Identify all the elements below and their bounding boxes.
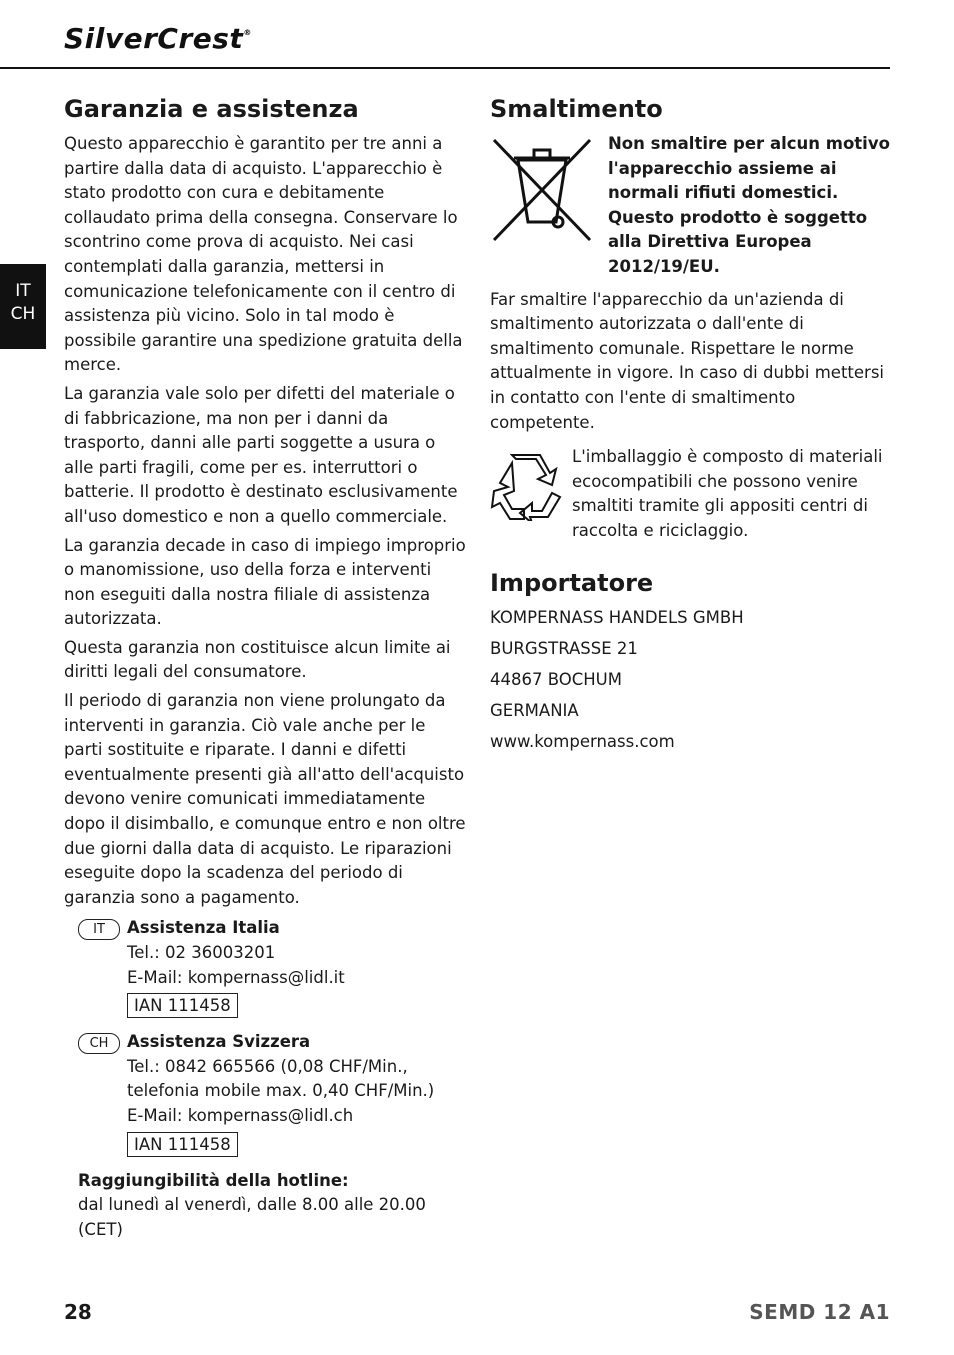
address-line: 44867 BOCHUM (490, 669, 622, 689)
weee-directive: Questo prodotto è soggetto alla Direttiva Europea 2012/19/EU. (608, 207, 868, 276)
disposal-paragraph: Far smaltire l'apparecchio da un'azienda di smaltimento autorizzata o dall'ente di smaltimento comunale. Rispettare le norme attualmente in vigore. In caso di dubbi mettersi in contatto con l'ente di smaltimento competente. (490, 289, 884, 432)
service-tel: Tel.: 0842 665566 (0,08 CHF/Min., (127, 1056, 408, 1076)
importer-address (490, 606, 892, 755)
importer-title: Importatore (490, 568, 654, 597)
warranty-paragraph: Il periodo di garanzia non viene prolungato da interventi in garanzia. Ciò vale anche per le parti sostituite e riparate. I danni e difetti eventualmente presenti già all'atto dell'acquisto devono venire comunicati immediatamente dopo il disimballo, e comunque entro e non oltre due giorni dalla data di acquisto. Le riparazioni eseguite dopo la scadenza del periodo di garanzia sono a pagamento. (64, 691, 466, 907)
header-rule (0, 67, 890, 69)
hotline-hours: dal lunedì al venerdì, dalle 8.00 alle 20.00 (CET) (78, 1195, 426, 1239)
recycle-icon (490, 451, 562, 521)
crossed-bin-icon (490, 136, 594, 244)
weee-warning: Non smaltire per alcun motivo l'apparecchio assieme ai normali rifiuti domestici. (608, 134, 890, 203)
warranty-title: Garanzia e assistenza (64, 95, 359, 123)
importer-website: www.kompernass.com (490, 731, 675, 751)
warranty-paragraph: Questa garanzia non costituisce alcun limite ai diritti legali del consumatore. (64, 637, 451, 682)
service-email: E-Mail: kompernass@lidl.it (127, 967, 345, 987)
service-tel: Tel.: 02 36003201 (127, 943, 276, 962)
service-name: Assistenza Svizzera (127, 1032, 311, 1052)
brand-logo: SilverCrest® (64, 22, 252, 55)
packaging-notice (490, 445, 892, 543)
service-svizzera (78, 1030, 466, 1162)
hotline-label: Raggiungibilità della hotline: (78, 1170, 349, 1190)
warranty-paragraph: La garanzia decade in caso di impiego improprio o manomissione, uso della forza e interventi non eseguiti dalla nostra filiale di assistenza autorizzata. (64, 535, 466, 629)
country-badge-it: IT (78, 919, 120, 940)
weee-notice (490, 132, 892, 280)
ian-box: IAN 111458 (127, 993, 238, 1018)
country-badge-ch: CH (78, 1033, 120, 1054)
service-email: E-Mail: kompernass@lidl.ch (127, 1105, 354, 1125)
ian-box: IAN 111458 (127, 1132, 238, 1157)
address-line: BURGSTRASSE 21 (490, 638, 638, 658)
service-italia (78, 916, 466, 1024)
right-column (490, 94, 892, 761)
warranty-section (64, 94, 466, 1242)
disposal-title: Smaltimento (490, 95, 663, 123)
address-line: GERMANIA (490, 700, 579, 720)
page-number: 28 (64, 1300, 92, 1324)
model-number: SEMD 12 A1 (749, 1300, 890, 1324)
packaging-text: L'imballaggio è composto di materiali ecocompatibili che possono venire smaltiti tramite gli appositi centri di raccolta e riciclaggio. (572, 447, 883, 540)
warranty-paragraph: Questo apparecchio è garantito per tre anni a partire dalla data di acquisto. L'apparecchio è stato prodotto con cura e debitamente collaudato prima della consegna. Conservare lo scontrino come prova di acquisto. Nei casi contemplati dalla garanzia, mettersi in comunicazione telefonicamente con il centro di assistenza più vicino. Solo in tal modo è possibile garantire una spedizione gratuita della merce. (64, 134, 463, 375)
address-line: KOMPERNASS HANDELS GMBH (490, 607, 744, 627)
language-tab: IT CH (0, 264, 46, 349)
service-name: Assistenza Italia (127, 918, 280, 938)
warranty-paragraph: La garanzia vale solo per difetti del materiale o di fabbricazione, ma non per i danni da trasporto, danni alle parti soggette a usura o alle parti fragili, come per es. interruttori o batterie. Il prodotto è destinato esclusivamente all'uso domestico e non a quello commerciale. (64, 383, 458, 526)
hotline-info (78, 1169, 466, 1243)
service-tel-mobile: telefonia mobile max. 0,40 CHF/Min.) (127, 1081, 435, 1101)
